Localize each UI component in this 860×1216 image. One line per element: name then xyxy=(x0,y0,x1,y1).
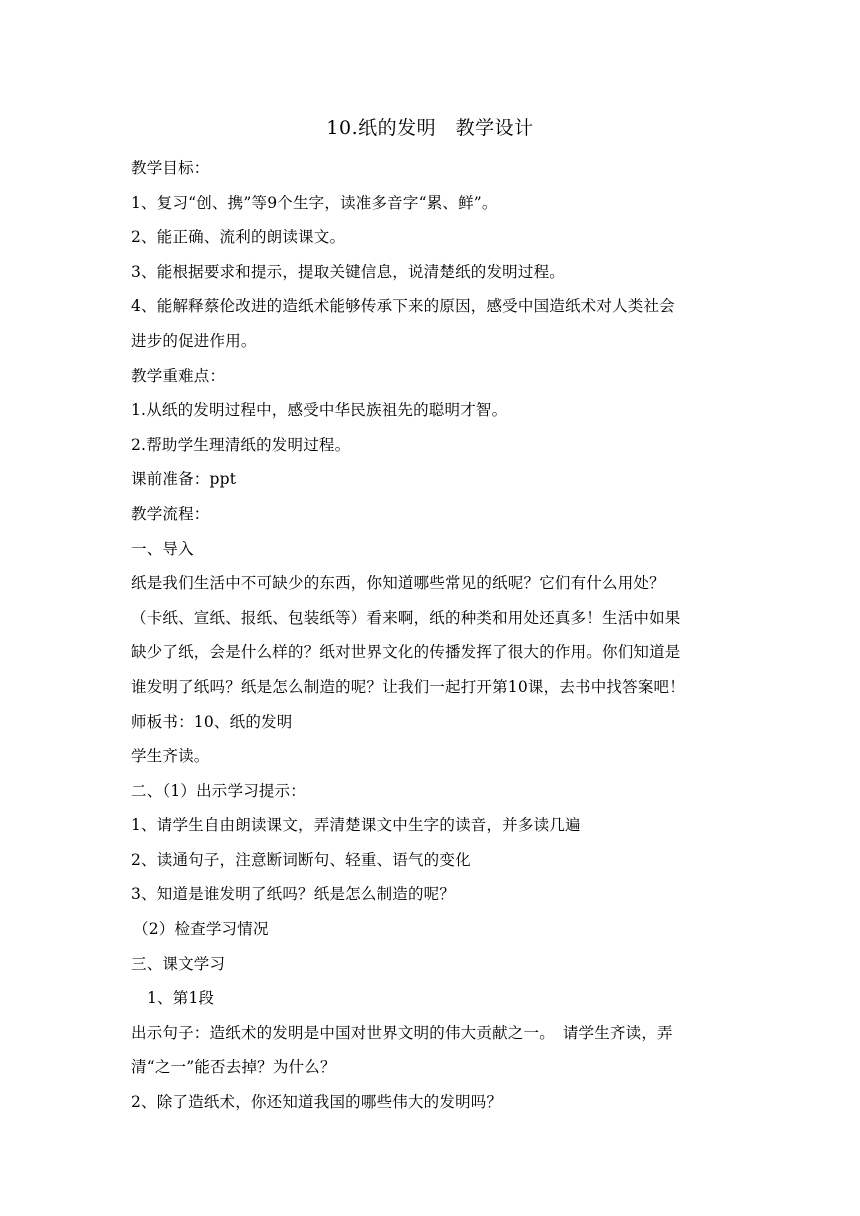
blackboard-note: 师板书：10、纸的发明 xyxy=(131,712,293,731)
tip-item-3: 3、知道是谁发明了纸吗？纸是怎么制造的呢？ xyxy=(131,885,456,904)
paragraph-line: （卡纸、宣纸、报纸、包装纸等）看来啊，纸的种类和用处还真多！生活中如果 xyxy=(131,608,681,627)
paragraph-1-heading: 1、第1段 xyxy=(147,989,215,1008)
objective-item-4: 4、能解释蔡伦改进的造纸术能够传承下来的原因，感受中国造纸术对人类社会 xyxy=(131,297,675,316)
key-point-2: 2.帮助学生理清纸的发明过程。 xyxy=(131,435,351,454)
tip-item-1: 1、请学生自由朗读课文，弄清楚课文中生字的读音，并多读几遍 xyxy=(131,816,581,835)
paragraph-line: 出示句子：造纸术的发明是中国对世界文明的伟大贡献之一。 请学生齐读，弄 xyxy=(131,1023,673,1042)
key-point-1: 1.从纸的发明过程中，感受中华民族祖先的聪明才智。 xyxy=(131,401,508,420)
question-line: 2、除了造纸术，你还知道我国的哪些伟大的发明吗？ xyxy=(131,1093,503,1112)
paragraph-line: 缺少了纸，会是什么样的？纸对世界文化的传播发挥了很大的作用。你们知道是 xyxy=(131,643,681,662)
objective-item-4-continued: 进步的促进作用。 xyxy=(131,331,257,350)
paragraph-line: 谁发明了纸吗？纸是怎么制造的呢？让我们一起打开第10课，去书中找答案吧！ xyxy=(131,677,685,696)
paragraph-line: 学生齐读。 xyxy=(131,747,210,766)
objective-item-1: 1、复习“创、携”等9个生字，读准多音字“累、鲜”。 xyxy=(131,193,498,212)
section-heading-key-points: 教学重难点： xyxy=(131,366,226,385)
section-heading-procedure: 教学流程： xyxy=(131,504,210,523)
tip-item-2: 2、读通句子，注意断词断句、轻重、语气的变化 xyxy=(131,850,471,869)
section-heading-objectives: 教学目标： xyxy=(131,159,210,177)
document-body xyxy=(131,151,731,1120)
objective-item-2: 2、能正确、流利的朗读课文。 xyxy=(131,228,346,247)
paragraph-line: 纸是我们生活中不可缺少的东西，你知道哪些常见的纸呢？它们有什么用处？ xyxy=(131,574,665,593)
step-heading-introduction: 一、导入 xyxy=(131,539,194,558)
preparation-line: 课前准备：ppt xyxy=(131,470,237,489)
step-heading-text-study: 三、课文学习 xyxy=(131,954,226,973)
check-learning-line: （2）检查学习情况 xyxy=(133,920,269,939)
paragraph-line: 清“之一”能否去掉？为什么？ xyxy=(131,1058,336,1077)
step-heading-learning-tips: 二、（1）出示学习提示： xyxy=(131,781,307,800)
objective-item-3: 3、能根据要求和提示，提取关键信息，说清楚纸的发明过程。 xyxy=(131,262,565,281)
document-title: 10.纸的发明 教学设计 xyxy=(326,117,534,139)
